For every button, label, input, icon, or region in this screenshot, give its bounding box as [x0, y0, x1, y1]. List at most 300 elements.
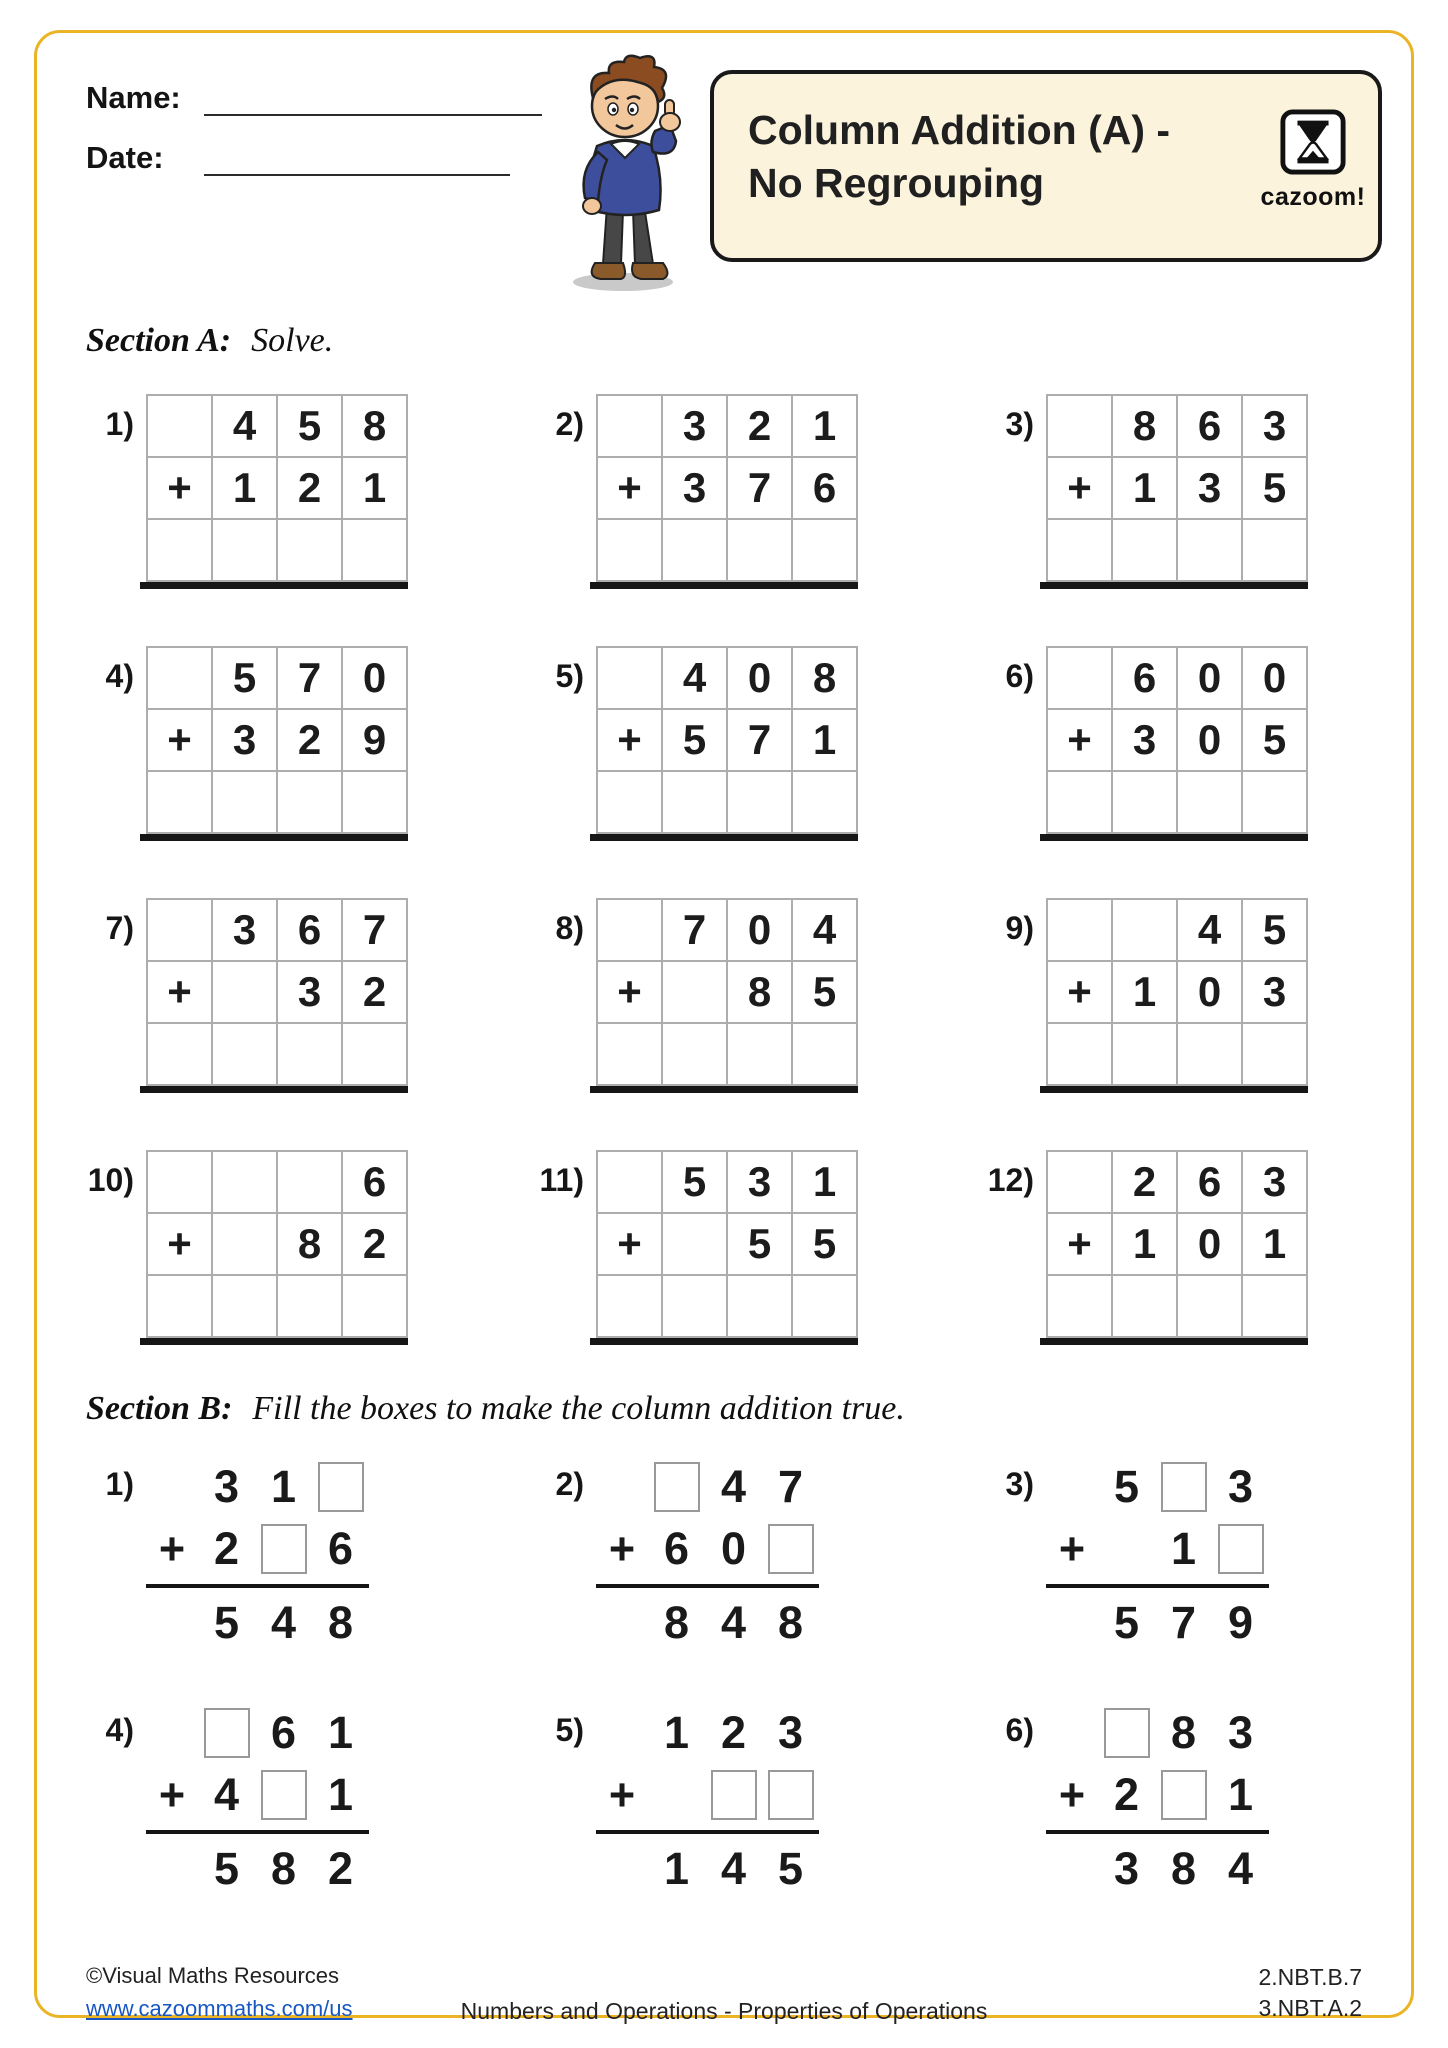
answer-cell[interactable]: [1242, 1023, 1307, 1085]
answer-cell[interactable]: [342, 771, 407, 833]
sum-digit: 8: [777, 1597, 804, 1648]
digit-cell: 4: [1177, 899, 1242, 961]
addition-grid: [146, 646, 408, 841]
plus-sign: +: [158, 1769, 186, 1820]
problem-number: 5): [555, 658, 584, 694]
digit-cell: 6: [277, 899, 342, 961]
digit-cell: 3: [662, 457, 727, 519]
sum-digit: 1: [663, 1843, 690, 1894]
digit-cell: 9: [342, 709, 407, 771]
addition-table: [596, 646, 858, 834]
fill-box[interactable]: [261, 1524, 307, 1574]
digit-cell: 5: [212, 647, 277, 709]
answer-rule: [590, 582, 858, 589]
sum-digit: 4: [1227, 1843, 1254, 1894]
sum-digit: 4: [720, 1597, 747, 1648]
blank-cell: [1046, 1592, 1098, 1654]
fill-box-cell: [705, 1764, 762, 1826]
digit-cell: 1: [1112, 1213, 1177, 1275]
answer-cell[interactable]: [212, 519, 277, 581]
digit-cell: 5: [662, 709, 727, 771]
digit-cell: 0: [1177, 961, 1242, 1023]
plus-sign-cell: +: [597, 961, 662, 1023]
addition-grid: [146, 1150, 408, 1345]
answer-cell[interactable]: [792, 1275, 857, 1337]
fill-box[interactable]: [654, 1462, 700, 1512]
digit-cell: 0: [1177, 647, 1242, 709]
answer-cell[interactable]: [277, 519, 342, 581]
blank-cell: [146, 1838, 198, 1900]
addition-table: [1046, 1150, 1308, 1338]
sum-digit: 5: [777, 1843, 804, 1894]
fill-box[interactable]: [1218, 1524, 1264, 1574]
addition-grid: [1046, 898, 1308, 1093]
digit-cell: 6: [1177, 395, 1242, 457]
fill-box[interactable]: [1104, 1708, 1150, 1758]
digit-cell: 1: [792, 1151, 857, 1213]
sum-digit: 8: [327, 1597, 354, 1648]
plus-sign-cell: +: [147, 457, 212, 519]
plus-sign-cell: +: [1047, 457, 1112, 519]
addition-grid: [596, 646, 858, 841]
section-b-heading: [86, 1390, 905, 1428]
digit-cell: 2: [342, 961, 407, 1023]
digit-cell: [1047, 395, 1112, 457]
digit-cell: 2: [727, 395, 792, 457]
problem-number: 1): [105, 1466, 134, 1502]
sum-digit: 4: [720, 1843, 747, 1894]
digit-cell: 1: [792, 395, 857, 457]
name-input-line[interactable]: [204, 80, 542, 116]
digit-cell: 4: [792, 899, 857, 961]
digit-cell: 1: [1112, 961, 1177, 1023]
digit-cell: [147, 395, 212, 457]
plus-sign-cell: +: [597, 457, 662, 519]
fill-box-cell: [1212, 1518, 1269, 1580]
problem-number: 7): [105, 910, 134, 946]
answer-cell[interactable]: [662, 1023, 727, 1085]
addition-problem: [536, 898, 986, 1093]
digit-cell: [597, 647, 662, 709]
answer-rule: [140, 834, 408, 841]
fill-in-grid: [1046, 1456, 1269, 1654]
answer-cell[interactable]: [727, 771, 792, 833]
digit-cell: 3: [212, 899, 277, 961]
digit-cell: 6: [1177, 1151, 1242, 1213]
digit-cell: 4: [212, 395, 277, 457]
digit-cell: 5: [662, 1151, 727, 1213]
answer-cell[interactable]: [1177, 1023, 1242, 1085]
answer-rule: [140, 1086, 408, 1093]
sum-digit: 2: [327, 1843, 354, 1894]
fill-box-cell: [762, 1764, 819, 1826]
digit-cell: 8: [342, 395, 407, 457]
fill-in-problem: [536, 1456, 986, 1654]
answer-cell[interactable]: [1177, 519, 1242, 581]
digit-cell: [147, 647, 212, 709]
answer-cell[interactable]: [147, 1023, 212, 1085]
digit-cell: 0: [727, 899, 792, 961]
fill-box-cell: [255, 1518, 312, 1580]
fill-box[interactable]: [261, 1770, 307, 1820]
section-a-problems: [86, 394, 1426, 1345]
standard-code-2: 3.NBT.A.2: [1258, 1995, 1362, 2022]
digit: 8: [1170, 1707, 1197, 1758]
answer-cell[interactable]: [1047, 519, 1112, 581]
digit-cell: 3: [662, 395, 727, 457]
problem-number: 9): [1005, 910, 1034, 946]
blank-cell: [146, 1702, 198, 1764]
digit-cell: [212, 961, 277, 1023]
problem-number: 4): [105, 1712, 134, 1748]
digit-cell: 1: [1112, 457, 1177, 519]
blank-cell: [1046, 1456, 1098, 1518]
logo-text: cazoom!: [1260, 183, 1366, 211]
digit: 1: [663, 1707, 690, 1758]
answer-rule: [140, 582, 408, 589]
addition-table: [1046, 898, 1308, 1086]
digit: 3: [777, 1707, 804, 1758]
digit: 2: [720, 1707, 747, 1758]
fill-box[interactable]: [318, 1462, 364, 1512]
problem-number: 8): [555, 910, 584, 946]
fill-box-cell: [1155, 1456, 1212, 1518]
digit-cell: 2: [277, 709, 342, 771]
answer-rule: [1040, 1338, 1308, 1345]
digit-cell: 6: [342, 1151, 407, 1213]
addition-problem: [986, 394, 1426, 589]
answer-cell[interactable]: [1047, 1275, 1112, 1337]
addition-table: [596, 394, 858, 582]
answer-cell[interactable]: [1242, 519, 1307, 581]
fill-box[interactable]: [768, 1524, 814, 1574]
answer-cell[interactable]: [1177, 771, 1242, 833]
answer-cell[interactable]: [597, 519, 662, 581]
section-a-instruction: Solve.: [251, 322, 334, 359]
digit-cell: 3: [1112, 709, 1177, 771]
digit: 3: [1227, 1461, 1254, 1512]
answer-cell[interactable]: [597, 1023, 662, 1085]
problem-number: 1): [105, 406, 134, 442]
sum-digit: 9: [1227, 1597, 1254, 1648]
answer-cell[interactable]: [147, 519, 212, 581]
addition-problem: [86, 394, 536, 589]
digit-cell: [277, 1151, 342, 1213]
digit-cell: [1112, 899, 1177, 961]
digit-cell: [597, 1151, 662, 1213]
name-date-block: [86, 80, 542, 200]
digit-cell: [212, 1151, 277, 1213]
digit: 2: [213, 1523, 240, 1574]
fill-box[interactable]: [204, 1708, 250, 1758]
fill-box-cell: [762, 1518, 819, 1580]
digit-cell: 5: [1242, 457, 1307, 519]
worksheet-title: [714, 74, 1248, 211]
plus-sign-cell: +: [597, 1213, 662, 1275]
addition-grid: [1046, 1150, 1308, 1345]
sum-digit: 5: [1113, 1597, 1140, 1648]
addition-table: [596, 898, 858, 1086]
fill-box[interactable]: [711, 1770, 757, 1820]
digit-cell: [147, 899, 212, 961]
digit-cell: [1047, 647, 1112, 709]
sum-rule: [1046, 1584, 1269, 1588]
addition-problem: [986, 646, 1426, 841]
digit: 4: [213, 1769, 240, 1820]
digit-cell: 2: [342, 1213, 407, 1275]
answer-cell[interactable]: [342, 519, 407, 581]
digit: 4: [720, 1461, 747, 1512]
footer-topic: Numbers and Operations - Properties of Operations: [460, 1998, 988, 2024]
answer-cell[interactable]: [597, 771, 662, 833]
digit-cell: 1: [212, 457, 277, 519]
digit-cell: 0: [727, 647, 792, 709]
addition-problem: [86, 898, 536, 1093]
answer-cell[interactable]: [1047, 771, 1112, 833]
sum-digit: 7: [1170, 1597, 1197, 1648]
answer-cell[interactable]: [727, 1275, 792, 1337]
addition-problem: [536, 394, 986, 589]
digit-cell: 6: [1112, 647, 1177, 709]
answer-cell[interactable]: [212, 1023, 277, 1085]
footer-standards: [1258, 1962, 1362, 2024]
digit: 6: [270, 1707, 297, 1758]
answer-cell[interactable]: [342, 1275, 407, 1337]
digit-cell: [597, 395, 662, 457]
sum-digit: 4: [270, 1597, 297, 1648]
sum-digit: 5: [213, 1843, 240, 1894]
digit: 3: [1227, 1707, 1254, 1758]
fill-box-cell: [255, 1764, 312, 1826]
digit-cell: 4: [662, 647, 727, 709]
blank-cell: [596, 1592, 648, 1654]
sum-rule: [1046, 1830, 1269, 1834]
plus-sign-cell: +: [597, 709, 662, 771]
addition-table: [1046, 394, 1308, 582]
section-b-instruction: Fill the boxes to make the column addition true.: [252, 1390, 905, 1427]
addition-grid: [1046, 646, 1308, 841]
section-b-problems: [86, 1456, 1426, 1900]
answer-cell[interactable]: [147, 771, 212, 833]
digit-cell: 1: [342, 457, 407, 519]
addition-problem: [86, 646, 536, 841]
problem-number: 2): [555, 1466, 584, 1502]
blank-cell: [596, 1456, 648, 1518]
name-label: Name:: [86, 80, 181, 115]
addition-grid: [1046, 394, 1308, 589]
addition-table: [146, 646, 408, 834]
plus-sign: +: [608, 1769, 636, 1820]
answer-rule: [1040, 834, 1308, 841]
digit-cell: 5: [1242, 899, 1307, 961]
answer-cell[interactable]: [727, 1023, 792, 1085]
problem-number: 11): [539, 1162, 584, 1198]
answer-cell[interactable]: [662, 771, 727, 833]
fill-in-grid: [146, 1456, 369, 1654]
answer-cell[interactable]: [212, 1275, 277, 1337]
addition-problem: [86, 1150, 536, 1345]
title-line-1: Column Addition (A) -: [748, 107, 1171, 153]
problem-number: 4): [105, 658, 134, 694]
addition-problem: [536, 646, 986, 841]
digit-cell: 8: [1112, 395, 1177, 457]
fill-box[interactable]: [1161, 1462, 1207, 1512]
date-label: Date:: [86, 140, 164, 175]
addition-table: [1046, 646, 1308, 834]
answer-cell[interactable]: [1047, 1023, 1112, 1085]
cartoon-boy-icon: [545, 34, 705, 296]
digit: 1: [327, 1769, 354, 1820]
addition-grid: [146, 394, 408, 589]
digit-cell: 3: [727, 1151, 792, 1213]
plus-sign: +: [1058, 1523, 1086, 1574]
digit-cell: 0: [1242, 647, 1307, 709]
plus-sign-cell: +: [1047, 1213, 1112, 1275]
copyright-text: ©Visual Maths Resources: [86, 1963, 340, 1988]
digit-cell: 6: [792, 457, 857, 519]
digit-cell: 3: [1242, 961, 1307, 1023]
answer-cell[interactable]: [1112, 1275, 1177, 1337]
answer-rule: [590, 1086, 858, 1093]
addition-grid: [596, 1150, 858, 1345]
blank-cell: [1046, 1702, 1098, 1764]
answer-rule: [590, 834, 858, 841]
digit-cell: 3: [1177, 457, 1242, 519]
digit: 2: [1113, 1769, 1140, 1820]
date-input-line[interactable]: [204, 140, 510, 176]
section-a-label: Section A:: [86, 322, 232, 359]
digit-cell: 8: [792, 647, 857, 709]
answer-cell[interactable]: [662, 1275, 727, 1337]
fill-in-problem: [986, 1456, 1426, 1654]
blank-cell: [1046, 1838, 1098, 1900]
addition-table: [596, 1150, 858, 1338]
answer-cell[interactable]: [662, 519, 727, 581]
addition-grid: [596, 898, 858, 1093]
answer-cell[interactable]: [597, 1275, 662, 1337]
sum-rule: [596, 1830, 819, 1834]
digit-cell: [1047, 1151, 1112, 1213]
blank-cell: [648, 1764, 705, 1826]
fill-box-cell: [198, 1702, 255, 1764]
fill-in-grid: [146, 1702, 369, 1900]
blank-cell: [1098, 1518, 1155, 1580]
digit-cell: 2: [277, 457, 342, 519]
answer-cell[interactable]: [277, 771, 342, 833]
problem-number: 6): [1005, 1712, 1034, 1748]
digit-cell: [147, 1151, 212, 1213]
sum-digit: 8: [663, 1597, 690, 1648]
fill-box-cell: [1098, 1702, 1155, 1764]
sum-digit: 8: [270, 1843, 297, 1894]
answer-cell[interactable]: [1242, 1275, 1307, 1337]
digit-cell: 5: [1242, 709, 1307, 771]
answer-cell[interactable]: [147, 1275, 212, 1337]
digit-cell: 7: [662, 899, 727, 961]
answer-cell[interactable]: [1112, 771, 1177, 833]
digit: 1: [327, 1707, 354, 1758]
digit: 1: [1170, 1523, 1197, 1574]
answer-cell[interactable]: [212, 771, 277, 833]
digit: 6: [663, 1523, 690, 1574]
digit-cell: 3: [277, 961, 342, 1023]
section-b-label: Section B:: [86, 1390, 233, 1427]
digit-cell: [212, 1213, 277, 1275]
digit-cell: 1: [792, 709, 857, 771]
title-box: [710, 70, 1382, 262]
digit-cell: 8: [277, 1213, 342, 1275]
fill-in-problem: [86, 1456, 536, 1654]
answer-cell[interactable]: [342, 1023, 407, 1085]
addition-table: [146, 898, 408, 1086]
fill-box[interactable]: [1161, 1770, 1207, 1820]
fill-box-cell: [1155, 1764, 1212, 1826]
digit-cell: 7: [727, 457, 792, 519]
answer-cell[interactable]: [792, 771, 857, 833]
answer-cell[interactable]: [1242, 771, 1307, 833]
addition-problem: [536, 1150, 986, 1345]
answer-cell[interactable]: [727, 519, 792, 581]
plus-sign-cell: +: [1047, 961, 1112, 1023]
website-link[interactable]: www.cazoommaths.com/us: [86, 1995, 353, 2021]
plus-sign-cell: +: [147, 1213, 212, 1275]
digit-cell: [1047, 899, 1112, 961]
problem-number: 3): [1005, 1466, 1034, 1502]
digit-cell: 0: [1177, 709, 1242, 771]
answer-rule: [1040, 1086, 1308, 1093]
digit-cell: 0: [342, 647, 407, 709]
plus-sign: +: [158, 1523, 186, 1574]
plus-sign-cell: +: [147, 961, 212, 1023]
fill-box[interactable]: [768, 1770, 814, 1820]
answer-cell[interactable]: [1112, 519, 1177, 581]
answer-rule: [140, 1338, 408, 1345]
digit-cell: [597, 899, 662, 961]
problem-number: 5): [555, 1712, 584, 1748]
answer-cell[interactable]: [792, 1023, 857, 1085]
sum-digit: 8: [1170, 1843, 1197, 1894]
answer-cell[interactable]: [277, 1023, 342, 1085]
digit-cell: 8: [727, 961, 792, 1023]
problem-number: 3): [1005, 406, 1034, 442]
answer-rule: [590, 1338, 858, 1345]
answer-cell[interactable]: [277, 1275, 342, 1337]
blank-cell: [146, 1592, 198, 1654]
fill-in-grid: [596, 1702, 819, 1900]
digit-cell: 7: [277, 647, 342, 709]
plus-sign-cell: +: [147, 709, 212, 771]
digit-cell: 1: [1242, 1213, 1307, 1275]
answer-cell[interactable]: [792, 519, 857, 581]
fill-in-grid: [596, 1456, 819, 1654]
problem-number: 12): [987, 1162, 1034, 1198]
sum-rule: [146, 1830, 369, 1834]
addition-grid: [596, 394, 858, 589]
fill-in-problem: [86, 1702, 536, 1900]
answer-cell[interactable]: [1177, 1275, 1242, 1337]
blank-cell: [596, 1838, 648, 1900]
title-line-2: No Regrouping: [748, 160, 1045, 207]
fill-box-cell: [312, 1456, 369, 1518]
digit: 1: [270, 1461, 297, 1512]
plus-sign: +: [608, 1523, 636, 1574]
fill-box-cell: [648, 1456, 705, 1518]
answer-cell[interactable]: [1112, 1023, 1177, 1085]
digit-cell: 3: [212, 709, 277, 771]
fill-in-problem: [536, 1702, 986, 1900]
standard-code-1: 2.NBT.B.7: [1258, 1964, 1362, 1990]
digit-cell: 7: [727, 709, 792, 771]
